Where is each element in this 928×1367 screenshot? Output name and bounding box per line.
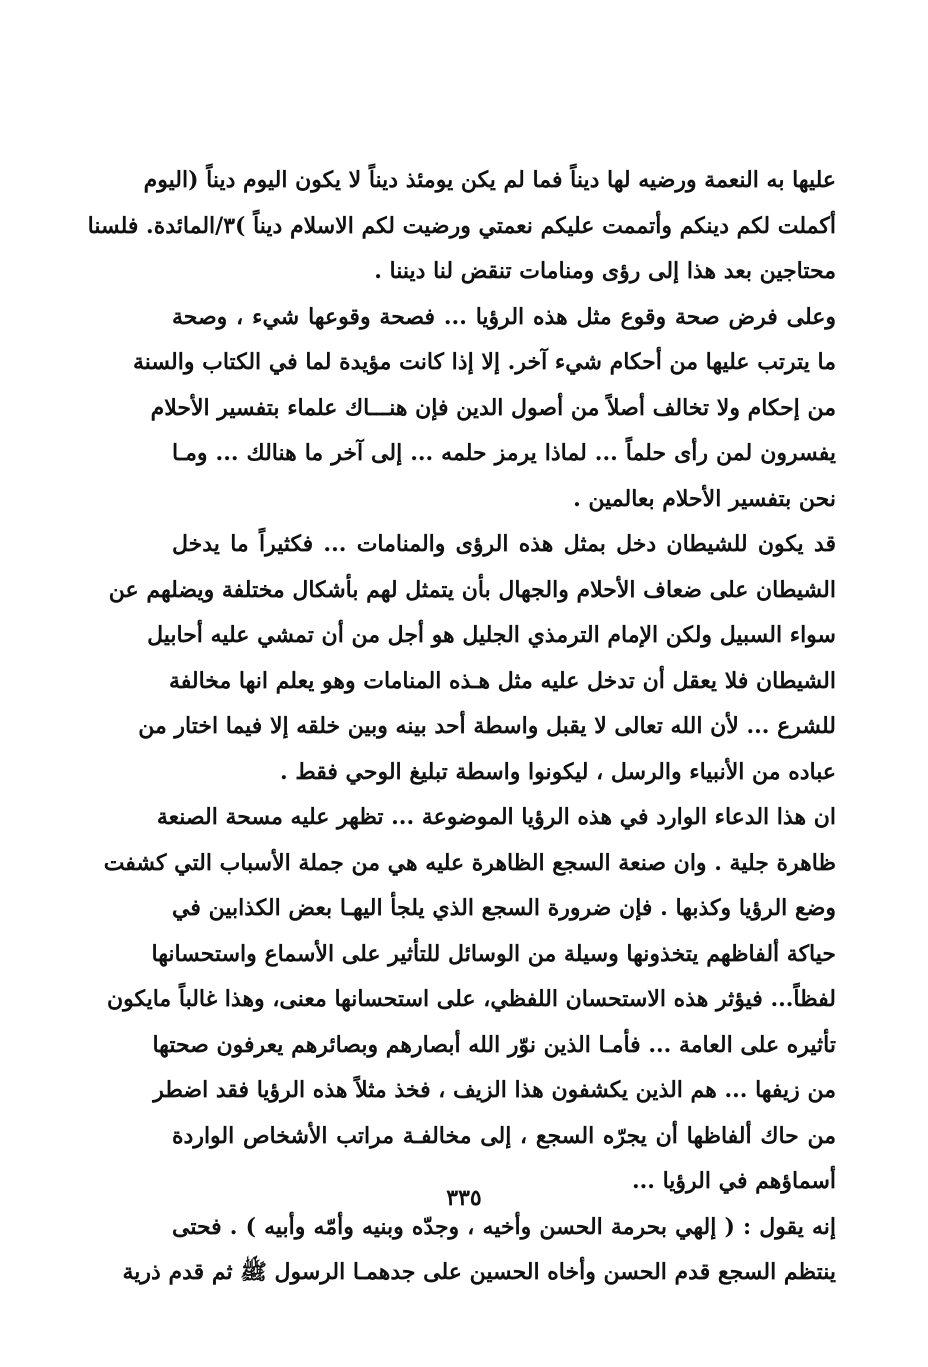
text-line: حياكة ألفاظهم يتخذونها وسيلة من الوسائل للتأثير على الأسماع واستحسانها <box>151 940 836 967</box>
text-line: وعلى فرض صحة وقوع مثل هذه الرؤيا ... فصحة وقوعها شيء ، وصحة <box>172 303 836 330</box>
text-line: للشرع ... لأن الله تعالى لا يقبل واسطة أحد بينه وبين خلقه إلا فيما اختار من <box>138 713 836 739</box>
text-line: من زيفها ... هم الذين يكشفون هذا الزيف ، فخذ مثلاً هذه الرؤيا فقد اضطر <box>153 1077 836 1103</box>
text-line: من إحكام ولا تخالف أصلاً من أصول الدين فإن هنـــاك علماء بتفسير الأحلام <box>150 394 836 421</box>
text-line: الشيطان فلا يعقل أن تدخل عليه مثل هـذه المنامات وهو يعلم انها مخالفة <box>168 667 836 694</box>
page-number: ٣٣٥ <box>446 1185 482 1211</box>
text-line: سواء السبيل ولكن الإمام الترمذي الجليل هو أجل من أن تمشي عليه أحابيل <box>147 622 836 648</box>
text-line: من حاك ألفاظها أن يجرّه السجع ، إلى مخالفـة مراتب الأشخاص الواردة <box>172 1122 837 1149</box>
text-line: ظاهرة جلية . وان صنعة السجع الظاهرة عليه هي من جملة الأسباب التي كشفت <box>103 849 836 876</box>
text-line: يفسرون لمن رأى حلماً ... لماذا يرمز حلمه ... إلى آخر ما هنالك ... ومـا <box>172 440 836 466</box>
text-line: ان هذا الدعاء الوارد في هذه الرؤيا الموضوعة ... تظهر عليه مسحة الصنعة <box>156 804 836 830</box>
text-line: وضع الرؤيا وكذبها . فإن ضرورة السجع الذي يلجأ اليهـا بعض الكذابين في <box>172 895 836 921</box>
text-line: أكملت لكم دينكم وأتممت عليكم نعمتي ورضيت لكم الاسلام ديناً )٣/المائدة. فلسنا <box>87 212 836 239</box>
text-line: إنه يقول : ( إلهي بحرمة الحسن وأخيه ، وجدّه وبنيه وأمّه وأبيه ) . فحتى <box>172 1213 836 1240</box>
text-line: قد يكون للشيطان دخل بمثل هذه الرؤى والمنامات ... فكثيراً ما يدخل <box>172 531 836 557</box>
text-line: ما يترتب عليها من أحكام شيء آخر. إلا إذا كانت مؤيدة لما في الكتاب والسنة <box>132 349 836 375</box>
text-line: عباده من الأنبياء والرسل ، ليكونوا واسطة تبليغ الوحي فقط . <box>280 758 836 785</box>
text-line: لفظاً... فيؤثر هذه الاستحسان اللفظي، على استحسانها معنى، وهذا غالباً مايكون <box>106 986 836 1012</box>
body-text <box>87 158 837 1296</box>
text-line: محتاجين بعد هذا إلى رؤى ومنامات تنقض لنا ديننا . <box>374 258 836 284</box>
text-line: نحن بتفسير الأحلام بعالمين . <box>573 485 836 512</box>
text-line: تأثيره على العامة ... فأمـا الذين نوّر الله أبصارهم وبصائرهم يعرفون صحتها <box>152 1031 836 1058</box>
text-line: الشيطان على ضعاف الأحلام والجهال بأن يتمثل لهم بأشكال مختلفة ويضلهم عن <box>108 576 836 603</box>
text-line: عليها به النعمة ورضيه لها ديناً فما لم يكن يومئذ ديناً لا يكون اليوم ديناً (اليوم <box>143 167 836 193</box>
text-line: ينتظم السجع قدم الحسن وأخاه الحسين على جدهمـا الرسول ﷺ ثم قدم ذرية <box>122 1259 836 1285</box>
text-line: أسماؤهم في الرؤيا ... <box>631 1168 836 1194</box>
